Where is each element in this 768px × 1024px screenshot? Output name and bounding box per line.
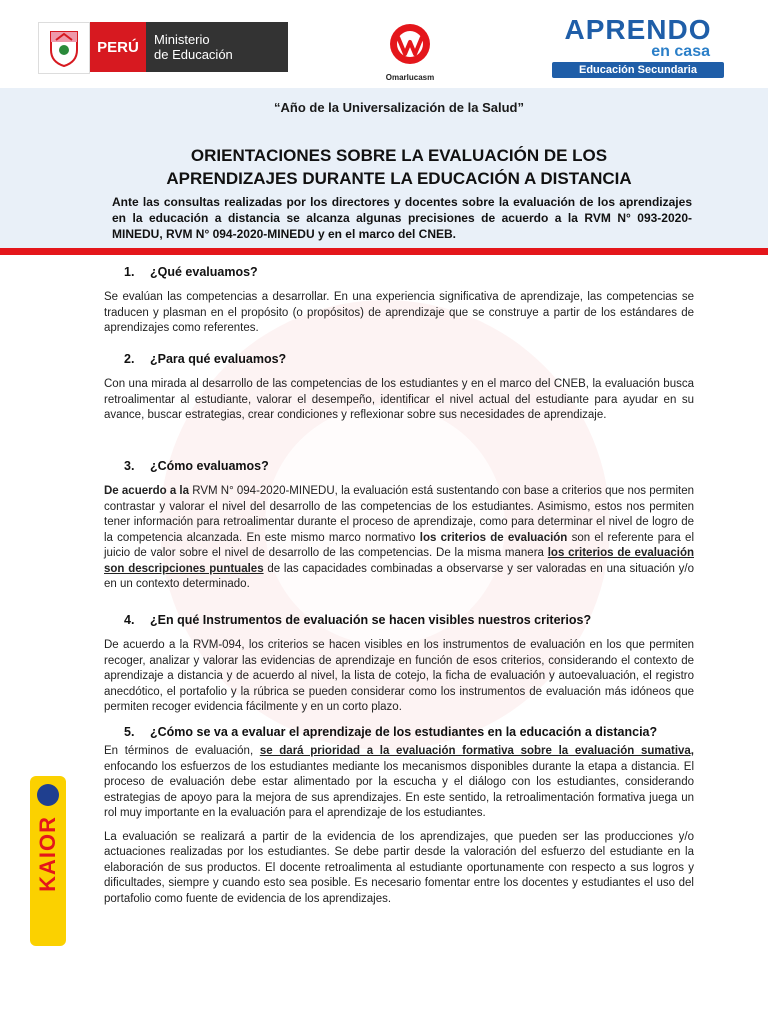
section-1 (104, 264, 694, 337)
bold-criteria: los criterios de evaluación (419, 531, 568, 544)
document-title (104, 144, 694, 190)
section-3 (104, 458, 694, 593)
year-motto: “Año de la Universalización de la Salud” (274, 100, 524, 115)
body-text: son el referente para el juicio de valor sobre el nivel de desarrollo de las competencias. De la misma manera (104, 531, 695, 559)
ministry-logo (38, 22, 288, 72)
aprendo-en-casa-logo (552, 16, 724, 78)
red-divider (0, 248, 768, 255)
page-header (0, 0, 768, 88)
section-body: De acuerdo a la RVM-094, los criterios se hacen visibles en los instrumentos de evaluación en los que permiten recoger, analizar y valorar las evidencias de aprendizaje en función de esos criterios, considerando el contexto de aprendizaje a distancia y de acuerdo al nivel, la lista de cotejo, la ficha de evaluación y autoevaluación, el registro anecdótico, el portafolio y la rúbrica se pueden considerar como los instrumentos de evaluación más idóneos que permiten recoger evidencia fácilmente y en un corto plazo. (104, 639, 694, 713)
section-5 (104, 724, 694, 907)
section-number: 4. (124, 613, 135, 627)
underlined-descriptions: son descripciones puntuales (104, 562, 264, 575)
section-body: Se evalúan las competencias a desarrollar. En una experiencia significativa de aprendizaje, las competencias se traducen y plasman en el propósito (o propósitos) de aprendizaje que se construye a partir de los estándares de aprendizajes como referentes. (104, 291, 694, 334)
section-heading (104, 264, 694, 280)
peru-label: PERÚ (90, 22, 146, 72)
section-title: ¿Cómo evaluamos? (150, 459, 269, 473)
section-body: Con una mirada al desarrollo de las competencias de los estudiantes y en el marco del CNEB, la evaluación busca retroalimentar al estudiante, valorar el desempeño, identificar el nivel actual del estudiante para ayudar en su avance, buscar estrategias, crear condiciones y reflexionar sobre sus necesidades de aprendizaje. (104, 378, 694, 421)
side-logo-text: KAIOR (35, 816, 60, 892)
kaior-side-logo (30, 776, 66, 946)
omarlucasm-logo-icon (388, 22, 432, 66)
section-number: 1. (124, 265, 135, 279)
aprendo-subtitle: en casa (651, 43, 710, 60)
title-line-2: APRENDIZAJES DURANTE LA EDUCACIÓN A DISTANCIA (166, 169, 632, 188)
section-number: 2. (124, 352, 135, 366)
aprendo-band: Educación Secundaria (552, 62, 724, 78)
microphone-icon (37, 784, 59, 806)
section-title: ¿Qué evaluamos? (150, 265, 258, 279)
peru-shield-icon (38, 22, 90, 74)
section-heading (104, 612, 694, 628)
body-text: enfocando los esfuerzos de los estudiantes mediante los mecanismos disponibles durante la etapa a distancia. El proceso de evaluación debe estar alimentado por la escucha y el diálogo con los estudiantes, considerando estrategias de apoyo para la mejora de sus aprendizajes. En este sentido, la retroalimentación formativa juega un rol muy importante en la evaluación para el aprendizaje de los estudiantes. (104, 760, 694, 819)
section-title: ¿En qué Instrumentos de evaluación se hacen visibles nuestros criterios? (150, 613, 592, 627)
center-logo (380, 22, 440, 82)
underlined-criteria: los criterios de evaluación (547, 547, 694, 559)
underlined-priority: se dará prioridad a la evaluación formativa sobre la evaluación sumativa, (259, 745, 695, 757)
ministry-line2: de Educación (154, 47, 233, 62)
aprendo-title: APRENDO (564, 14, 712, 45)
section-heading (104, 351, 694, 367)
section-body-2: La evaluación se realizará a partir de la evidencia de los aprendizajes, que pueden ser las producciones y/o actuaciones realizadas por los estudiantes. Se debe partir desde la valoración del esfuerzo del estudiante en la elaboración de sus productos. El docente retroalimenta al estudiante oportunamente con respecto a sus logros y dificultades, siempre y cuando esto sea posible. Es necesario fomentar entre los docentes y estudiantes el uso del portafolio como fuente de evidencia de los aprendizajes. (104, 830, 694, 905)
section-body (104, 744, 694, 822)
section-heading (104, 458, 694, 474)
section-heading (104, 724, 694, 740)
intro-paragraph: Ante las consultas realizadas por los directores y docentes sobre la evaluación de los aprendizajes en la educación a distancia se alcanza algunas precisiones de acuerdo a la RVM N° 093-2020- MINEDU, RVM N° 094-2020-MINEDU y en el marco del CNEB. (112, 195, 692, 241)
body-text: de las capacidades combinadas a observarse y ser valoradas en una situación y/o en un contexto determinado. (104, 562, 694, 590)
section-title: ¿Para qué evaluamos? (150, 352, 287, 366)
title-line-1: ORIENTACIONES SOBRE LA EVALUACIÓN DE LOS (190, 146, 608, 165)
section-4 (104, 612, 694, 716)
body-text: RVM N° 094-2020-MINEDU, la evaluación está sustentando con base a criterios que nos permiten contrastar y valorar el nivel del desarrollo de las competencias de los estudiantes. Asimismo, estos nos permiten tener información para retroalimentar durante el proceso de aprendizaje, como para determinar el nivel de logro de la competencia alcanzada. En este mismo marco normativo (104, 485, 694, 544)
ministry-line1: Ministerio (154, 32, 210, 47)
section-body (104, 484, 694, 593)
section-number: 5. (124, 725, 135, 739)
body-text: En términos de evaluación, (104, 745, 260, 757)
bold-lead: De acuerdo a la (104, 485, 190, 497)
section-number: 3. (124, 459, 135, 473)
center-brand: Omarlucasm (385, 73, 435, 82)
section-2 (104, 351, 694, 424)
ministry-label (146, 22, 288, 72)
section-title: ¿Cómo se va a evaluar el aprendizaje de los estudiantes en la educación a distancia? (150, 725, 658, 739)
